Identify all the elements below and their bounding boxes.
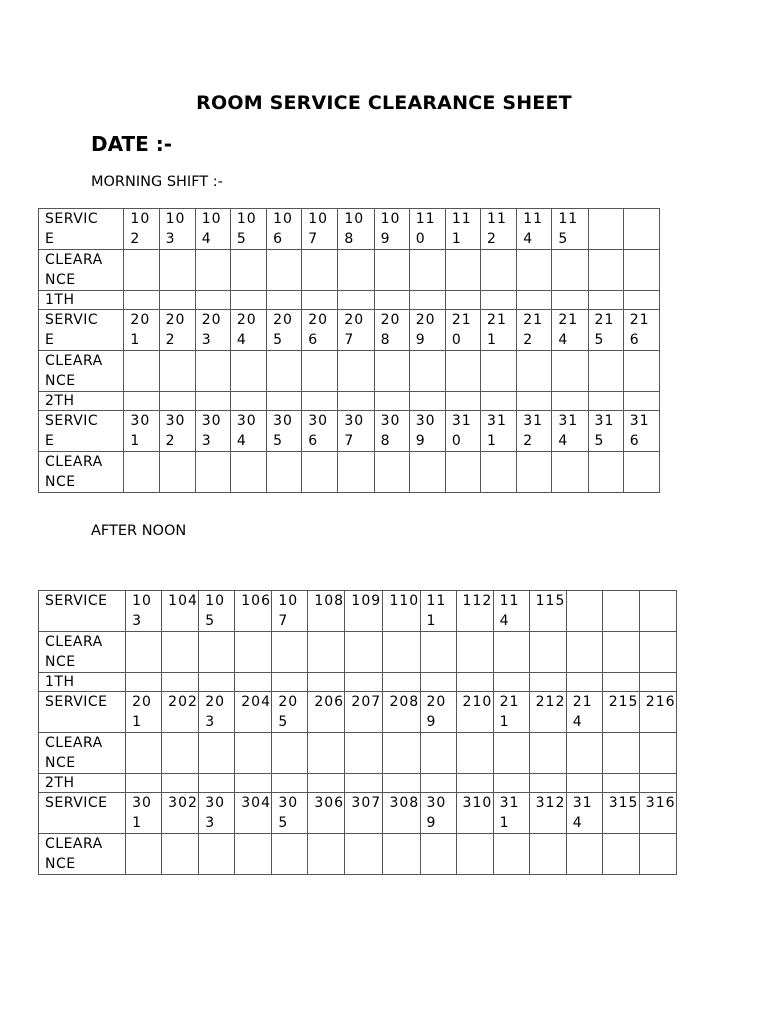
clearance-cell[interactable] [552,452,588,493]
room-number-cell: 212 [517,310,552,351]
floor-blank-cell [162,774,199,793]
room-number-cell: 104 [162,591,199,632]
floor-blank-cell [126,774,162,793]
floor-blank-cell [302,392,338,411]
room-number-cell: 207 [345,692,383,733]
room-number-cell: 204 [230,310,266,351]
clearance-cell[interactable] [456,733,493,774]
service-label: SERVIC E [39,310,124,351]
clearance-cell[interactable] [195,452,230,493]
floor-blank-cell [639,673,676,692]
floor-blank-cell [517,392,552,411]
service-label: SERVICE [39,793,126,834]
clearance-cell[interactable] [345,632,383,673]
clearance-cell[interactable] [566,733,602,774]
room-number-cell: 107 [272,591,308,632]
room-number-cell: 202 [159,310,195,351]
clearance-cell[interactable] [267,351,302,392]
room-number-cell: 108 [338,209,374,250]
floor-blank-cell [267,392,302,411]
service-label: SERVICE [39,591,126,632]
service-label: SERVIC E [39,411,124,452]
room-number-cell: 103 [126,591,162,632]
clearance-cell[interactable] [481,452,517,493]
clearance-cell[interactable] [383,733,420,774]
floor-blank-cell [552,291,588,310]
room-number-cell [623,209,659,250]
room-number-cell: 202 [162,692,199,733]
room-number-cell: 307 [345,793,383,834]
room-number-cell: 206 [302,310,338,351]
room-number-cell: 215 [588,310,623,351]
clearance-cell[interactable] [302,351,338,392]
room-number-cell: 315 [588,411,623,452]
clearance-cell[interactable] [517,452,552,493]
clearance-cell[interactable] [159,452,195,493]
floor-blank-cell [409,291,445,310]
floor-blank-cell [199,673,235,692]
clearance-cell[interactable] [345,733,383,774]
floor-blank-cell [272,774,308,793]
clearance-cell[interactable] [409,250,445,291]
morning-shift-table [38,208,660,493]
floor-blank-cell [338,291,374,310]
floor-blank-cell [517,291,552,310]
room-number-cell: 111 [445,209,480,250]
room-number-cell: 102 [124,209,159,250]
floor-blank-cell [195,392,230,411]
floor-row [39,673,677,692]
room-number-cell: 206 [308,692,345,733]
floor-blank-cell [445,291,480,310]
floor-blank-cell [345,673,383,692]
floor-blank-cell [162,673,199,692]
clearance-cell[interactable] [481,250,517,291]
clearance-cell[interactable] [159,351,195,392]
floor-blank-cell [374,291,409,310]
clearance-cell[interactable] [124,351,159,392]
room-number-cell: 301 [126,793,162,834]
floor-blank-cell [230,392,266,411]
room-number-cell: 305 [272,793,308,834]
floor-blank-cell [566,774,602,793]
clearance-cell[interactable] [639,632,676,673]
clearance-cell[interactable] [639,733,676,774]
floor-blank-cell [420,774,456,793]
room-number-cell: 315 [602,793,639,834]
room-number-cell: 306 [302,411,338,452]
clearance-cell[interactable] [529,632,566,673]
room-number-cell: 210 [445,310,480,351]
floor-label: 1TH [39,673,126,692]
room-number-cell: 211 [493,692,529,733]
clearance-cell[interactable] [445,250,480,291]
floor-label: 2TH [39,774,126,793]
floor-blank-cell [124,291,159,310]
clearance-cell[interactable] [374,250,409,291]
clearance-cell[interactable] [272,834,308,875]
room-number-cell: 103 [159,209,195,250]
room-number-cell: 311 [481,411,517,452]
floor-blank-cell [195,291,230,310]
clearance-cell[interactable] [199,632,235,673]
floor-blank-cell [529,774,566,793]
floor-blank-cell [456,673,493,692]
service-label: SERVIC E [39,209,124,250]
floor-blank-cell [588,291,623,310]
floor-blank-cell [420,673,456,692]
room-number-cell: 307 [338,411,374,452]
room-number-cell: 306 [308,793,345,834]
floor-blank-cell [308,673,345,692]
clearance-row [39,351,660,392]
room-number-cell: 111 [420,591,456,632]
room-number-cell: 209 [420,692,456,733]
room-number-cell: 311 [493,793,529,834]
clearance-cell[interactable] [162,733,199,774]
clearance-cell[interactable] [267,452,302,493]
room-number-cell: 302 [159,411,195,452]
clearance-row [39,452,660,493]
clearance-cell[interactable] [420,632,456,673]
room-number-cell: 302 [162,793,199,834]
clearance-cell[interactable] [639,834,676,875]
room-number-cell: 309 [420,793,456,834]
clearance-cell[interactable] [338,351,374,392]
morning-shift-label: MORNING SHIFT :- [91,174,223,190]
floor-row [39,774,677,793]
clearance-cell[interactable] [308,632,345,673]
clearance-cell[interactable] [383,834,420,875]
clearance-cell[interactable] [552,351,588,392]
floor-blank-cell [230,291,266,310]
clearance-cell[interactable] [338,250,374,291]
clearance-cell[interactable] [162,632,199,673]
floor-blank-cell [602,774,639,793]
floor-blank-cell [623,392,659,411]
clearance-cell[interactable] [374,351,409,392]
clearance-cell[interactable] [409,351,445,392]
clearance-cell[interactable] [126,733,162,774]
clearance-cell[interactable] [493,834,529,875]
clearance-cell[interactable] [126,632,162,673]
clearance-cell[interactable] [409,452,445,493]
floor-label: 1TH [39,291,124,310]
room-number-cell: 308 [374,411,409,452]
room-number-cell: 216 [639,692,676,733]
room-number-cell: 110 [383,591,420,632]
floor-blank-cell [199,774,235,793]
room-number-cell: 215 [602,692,639,733]
floor-blank-cell [529,673,566,692]
clearance-cell[interactable] [529,834,566,875]
clearance-cell[interactable] [481,351,517,392]
clearance-cell[interactable] [529,733,566,774]
clearance-cell[interactable] [566,632,602,673]
floor-blank-cell [481,291,517,310]
clearance-cell[interactable] [456,834,493,875]
clearance-cell[interactable] [272,632,308,673]
clearance-cell[interactable] [517,250,552,291]
room-number-cell: 304 [230,411,266,452]
clearance-cell[interactable] [308,733,345,774]
floor-blank-cell [623,291,659,310]
clearance-label: CLEARA NCE [39,632,126,673]
clearance-cell[interactable] [623,250,659,291]
floor-blank-cell [159,392,195,411]
floor-blank-cell [493,673,529,692]
service-row [39,209,660,250]
room-number-cell: 210 [456,692,493,733]
clearance-cell[interactable] [162,834,199,875]
clearance-cell[interactable] [124,452,159,493]
clearance-row [39,632,677,673]
floor-blank-cell [272,673,308,692]
clearance-cell[interactable] [602,733,639,774]
clearance-cell[interactable] [552,250,588,291]
room-number-cell: 205 [267,310,302,351]
floor-blank-cell [159,291,195,310]
service-row [39,793,677,834]
clearance-cell[interactable] [199,733,235,774]
room-number-cell: 203 [199,692,235,733]
room-number-cell: 115 [529,591,566,632]
clearance-cell[interactable] [195,250,230,291]
clearance-cell[interactable] [230,452,266,493]
room-number-cell: 114 [493,591,529,632]
clearance-cell[interactable] [338,452,374,493]
room-number-cell: 104 [195,209,230,250]
room-number-cell: 112 [456,591,493,632]
room-number-cell: 108 [308,591,345,632]
room-number-cell: 107 [302,209,338,250]
service-row [39,411,660,452]
room-number-cell: 109 [345,591,383,632]
clearance-cell[interactable] [493,733,529,774]
room-number-cell: 110 [409,209,445,250]
room-number-cell: 309 [409,411,445,452]
clearance-cell[interactable] [374,452,409,493]
room-number-cell: 112 [481,209,517,250]
floor-blank-cell [456,774,493,793]
floor-blank-cell [126,673,162,692]
clearance-cell[interactable] [623,351,659,392]
floor-blank-cell [552,392,588,411]
clearance-cell[interactable] [235,834,272,875]
room-number-cell [588,209,623,250]
clearance-cell[interactable] [493,632,529,673]
room-number-cell: 209 [409,310,445,351]
clearance-cell[interactable] [235,632,272,673]
room-number-cell: 211 [481,310,517,351]
clearance-cell[interactable] [308,834,345,875]
clearance-cell[interactable] [345,834,383,875]
room-number-cell: 105 [199,591,235,632]
room-number-cell [602,591,639,632]
floor-blank-cell [445,392,480,411]
clearance-cell[interactable] [623,452,659,493]
room-number-cell [566,591,602,632]
room-number-cell: 106 [235,591,272,632]
room-number-cell: 312 [529,793,566,834]
service-row [39,692,677,733]
floor-blank-cell [481,392,517,411]
clearance-row [39,733,677,774]
floor-blank-cell [602,673,639,692]
floor-blank-cell [588,392,623,411]
service-row [39,591,677,632]
room-number-cell: 303 [199,793,235,834]
afternoon-shift-label: AFTER NOON [91,523,187,539]
clearance-row [39,834,677,875]
room-number-cell: 105 [230,209,266,250]
floor-blank-cell [409,392,445,411]
floor-blank-cell [493,774,529,793]
clearance-cell[interactable] [383,632,420,673]
clearance-cell[interactable] [445,351,480,392]
clearance-cell[interactable] [302,250,338,291]
room-number-cell [639,591,676,632]
room-number-cell: 201 [124,310,159,351]
room-number-cell: 301 [124,411,159,452]
room-number-cell: 314 [566,793,602,834]
clearance-cell[interactable] [195,351,230,392]
clearance-label: CLEARA NCE [39,452,124,493]
clearance-label: CLEARA NCE [39,733,126,774]
clearance-cell[interactable] [588,351,623,392]
room-number-cell: 205 [272,692,308,733]
room-number-cell: 305 [267,411,302,452]
floor-blank-cell [267,291,302,310]
floor-blank-cell [639,774,676,793]
room-number-cell: 316 [639,793,676,834]
floor-blank-cell [383,774,420,793]
service-label: SERVICE [39,692,126,733]
clearance-cell[interactable] [235,733,272,774]
room-number-cell: 216 [623,310,659,351]
room-number-cell: 201 [126,692,162,733]
room-number-cell: 310 [456,793,493,834]
floor-blank-cell [308,774,345,793]
clearance-label: CLEARA NCE [39,834,126,875]
clearance-cell[interactable] [456,632,493,673]
clearance-cell[interactable] [445,452,480,493]
floor-blank-cell [235,774,272,793]
clearance-cell[interactable] [566,834,602,875]
clearance-cell[interactable] [602,834,639,875]
clearance-cell[interactable] [420,733,456,774]
room-number-cell: 109 [374,209,409,250]
room-number-cell: 214 [552,310,588,351]
clearance-cell[interactable] [272,733,308,774]
room-number-cell: 204 [235,692,272,733]
afternoon-shift-table [38,590,677,875]
room-number-cell: 303 [195,411,230,452]
room-number-cell: 208 [374,310,409,351]
clearance-cell[interactable] [588,250,623,291]
date-label: DATE :- [91,132,173,156]
floor-blank-cell [566,673,602,692]
floor-blank-cell [124,392,159,411]
room-number-cell: 106 [267,209,302,250]
clearance-label: CLEARA NCE [39,250,124,291]
clearance-cell[interactable] [588,452,623,493]
room-number-cell: 115 [552,209,588,250]
room-number-cell: 304 [235,793,272,834]
room-number-cell: 316 [623,411,659,452]
room-number-cell: 312 [517,411,552,452]
clearance-cell[interactable] [302,452,338,493]
clearance-cell[interactable] [420,834,456,875]
clearance-cell[interactable] [126,834,162,875]
service-row [39,310,660,351]
floor-blank-cell [338,392,374,411]
floor-blank-cell [302,291,338,310]
room-number-cell: 203 [195,310,230,351]
floor-row [39,392,660,411]
floor-blank-cell [383,673,420,692]
clearance-cell[interactable] [230,250,266,291]
room-number-cell: 212 [529,692,566,733]
floor-row [39,291,660,310]
clearance-row [39,250,660,291]
clearance-cell[interactable] [159,250,195,291]
clearance-cell[interactable] [124,250,159,291]
clearance-cell[interactable] [602,632,639,673]
room-number-cell: 208 [383,692,420,733]
clearance-cell[interactable] [199,834,235,875]
room-number-cell: 308 [383,793,420,834]
room-number-cell: 114 [517,209,552,250]
room-number-cell: 310 [445,411,480,452]
floor-blank-cell [374,392,409,411]
room-number-cell: 314 [552,411,588,452]
room-number-cell: 207 [338,310,374,351]
floor-blank-cell [235,673,272,692]
floor-label: 2TH [39,392,124,411]
clearance-cell[interactable] [517,351,552,392]
floor-blank-cell [345,774,383,793]
clearance-label: CLEARA NCE [39,351,124,392]
clearance-cell[interactable] [230,351,266,392]
room-number-cell: 214 [566,692,602,733]
clearance-cell[interactable] [267,250,302,291]
page-title: ROOM SERVICE CLEARANCE SHEET [196,92,572,114]
